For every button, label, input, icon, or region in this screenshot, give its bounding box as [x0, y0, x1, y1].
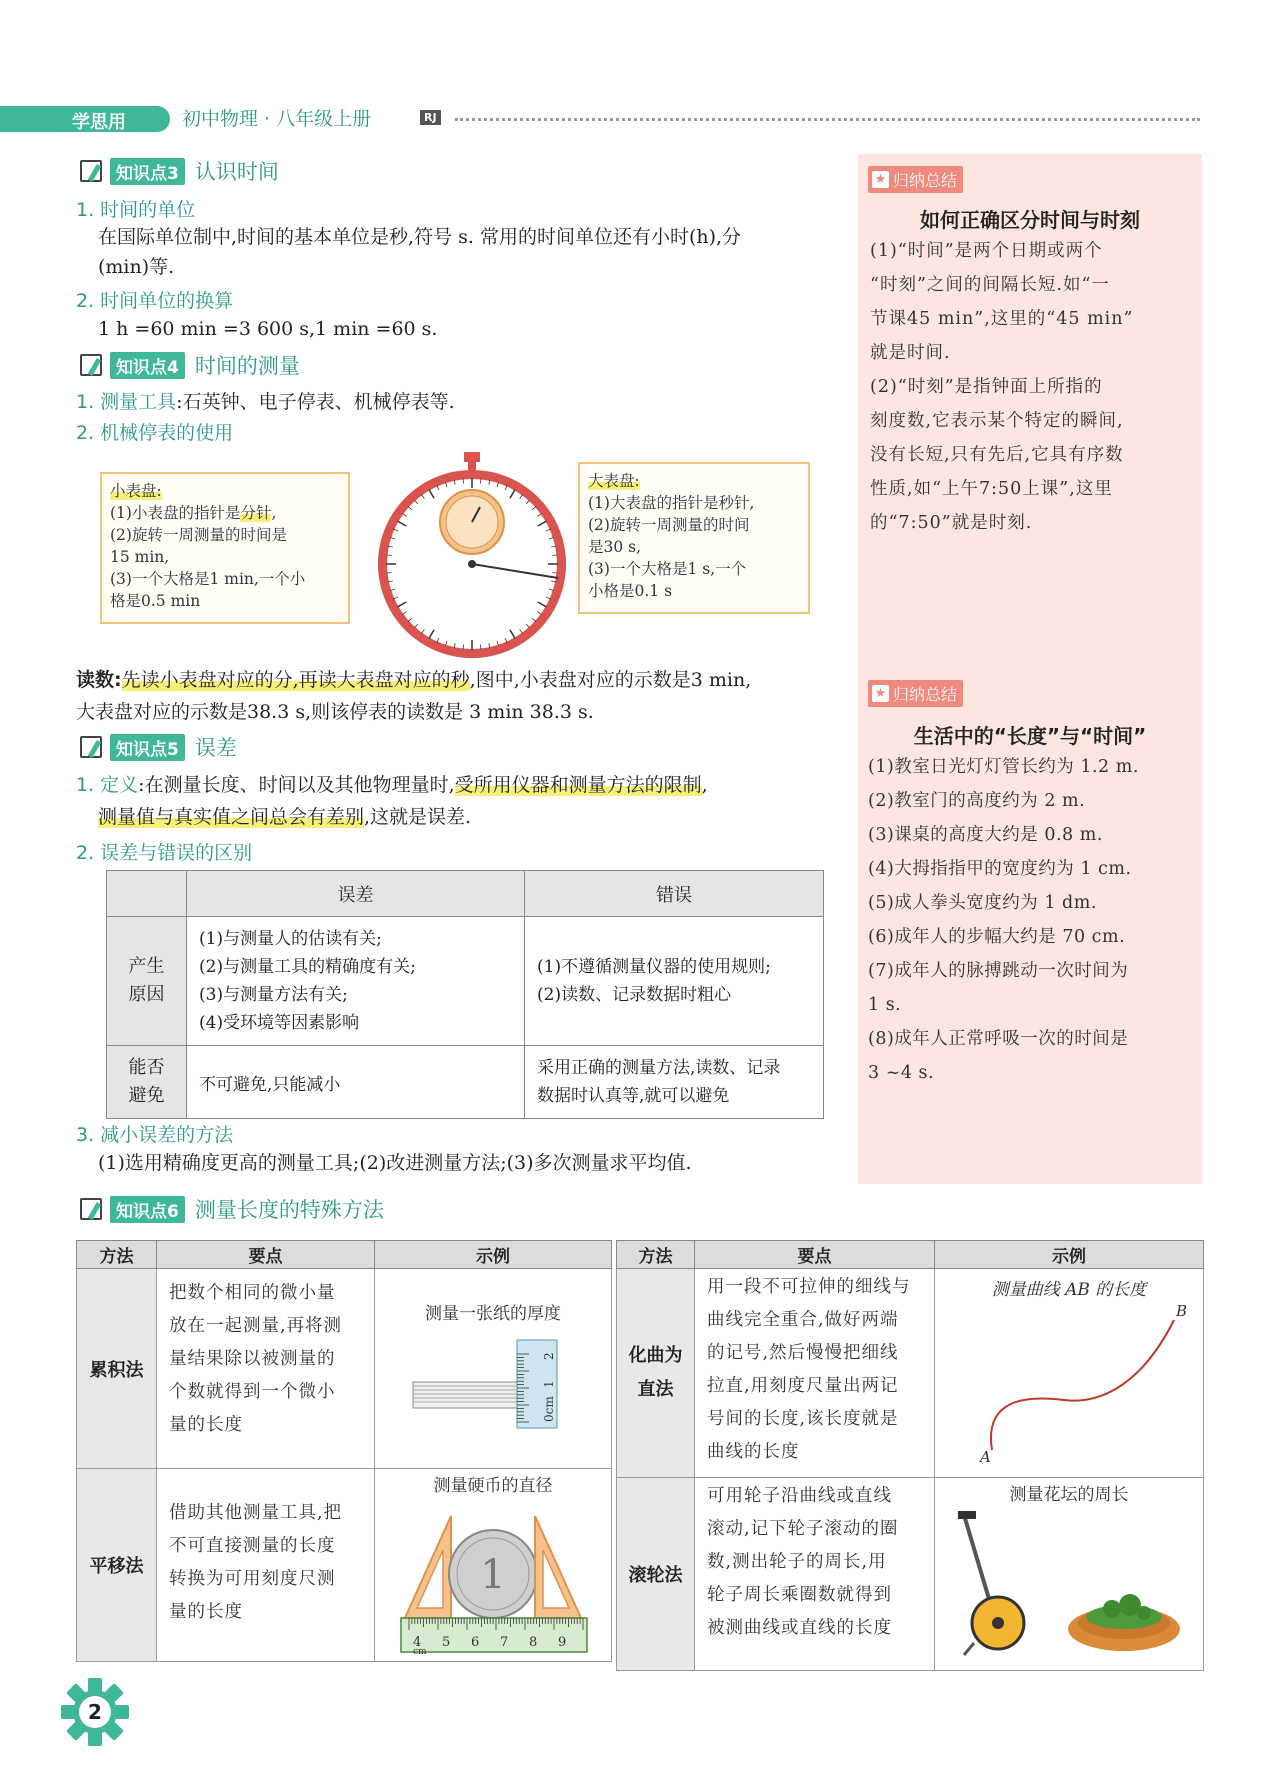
avoid-mistake-cell — [525, 1046, 824, 1119]
method-curve-to-straight: 化曲为 直法 — [617, 1269, 695, 1478]
page-number-gear-icon — [55, 1672, 135, 1752]
table-row — [617, 1269, 1204, 1478]
table-header-row — [77, 1241, 612, 1269]
point-line: 滚动,记下轮子滚动的圈 — [707, 1519, 899, 1539]
method-translation: 平移法 — [77, 1469, 157, 1662]
sidebar2-line: (1)教室日光灯灯管长约为 1.2 m. — [868, 757, 1139, 777]
point-line: 量的长度 — [169, 1602, 243, 1622]
kp5-definition-line2 — [98, 802, 471, 832]
kp4-heading — [78, 350, 300, 380]
kp4-s1 — [76, 387, 455, 414]
kp3-s1-title: 1. 时间的单位 — [76, 199, 196, 221]
table-header-row — [107, 871, 824, 917]
kp4-title: 时间的测量 — [194, 354, 300, 378]
gear-tooth — [61, 1705, 75, 1719]
translation-example — [375, 1469, 612, 1662]
point-line: 量的长度 — [169, 1415, 243, 1435]
measuring-wheel — [958, 1511, 1024, 1655]
reading-label: 读数: — [76, 669, 122, 691]
point-line: 数,测出轮子的周长,用 — [707, 1552, 887, 1572]
sidebar1-tag-label: 归纳总结 — [893, 171, 958, 190]
kp4-s2-title: 2. 机械停表的使用 — [76, 422, 234, 444]
col-point: 要点 — [157, 1241, 375, 1269]
kp5-heading — [78, 732, 237, 762]
point-line: 拉直,用刻度尺量出两记 — [707, 1376, 899, 1396]
kp5-badge: 知识点5 — [110, 734, 185, 761]
notebook-pen-icon — [78, 158, 108, 184]
sidebar2-body — [868, 750, 1198, 1090]
kp3-s2-text: 1 h =60 min =3 600 s,1 min =60 s. — [98, 318, 438, 340]
kp4-badge: 知识点4 — [110, 352, 185, 379]
sidebar2-line: (5)成人拳头宽度约为 1 dm. — [868, 893, 1097, 913]
point-line: 转换为可用刻度尺测 — [169, 1569, 336, 1589]
point-line: 轮子周长乘圈数就得到 — [707, 1585, 892, 1605]
cause-error-cell — [187, 917, 525, 1046]
example-caption: 测量硬币的直径 — [433, 1476, 553, 1496]
kp6-title: 测量长度的特殊方法 — [194, 1198, 384, 1222]
star-icon: ★ — [872, 685, 889, 702]
gear-tooth — [115, 1705, 129, 1719]
big-dial-line2: (2)旋转一周测量的时间 — [588, 516, 750, 534]
sidebar2-line: (3)课桌的高度大约是 0.8 m. — [868, 825, 1103, 845]
big-dial-line5: 小格是0.1 s — [588, 582, 673, 600]
curve-points — [695, 1269, 935, 1478]
sidebar1-line: (1)“时间”是两个日期或两个 — [870, 241, 1103, 261]
dial-tick — [463, 645, 464, 650]
point-line: 个数就得到一个微小 — [169, 1382, 336, 1402]
big-dial-line3: 是30 s, — [588, 538, 642, 556]
table-header-row — [617, 1241, 1204, 1269]
col-example: 示例 — [935, 1241, 1204, 1269]
big-dial-line4: (3)一个大格是1 s,一个 — [588, 560, 747, 578]
sidebar2-heading: 生活中的“长度”与“时间” — [913, 724, 1147, 748]
ruler-label: 7 — [500, 1635, 509, 1650]
ruler-label: 1 — [542, 1380, 556, 1388]
ruler-label: 9 — [558, 1635, 567, 1650]
flowerbed — [1068, 1594, 1180, 1651]
small-dial-line4: (3)一个大格是1 min,一个小 — [110, 570, 306, 588]
kp3-heading — [78, 156, 279, 186]
dial-tick — [480, 478, 481, 483]
kp5-s1-hl2: 测量值与真实值之间总会有差别 — [98, 806, 365, 828]
col-point: 要点 — [695, 1241, 935, 1269]
sidebar1-line: 就是时间. — [870, 343, 951, 363]
point-line: 的记号,然后慢慢把细线 — [707, 1343, 899, 1363]
table-row — [617, 1478, 1204, 1671]
page-number: 2 — [88, 1700, 102, 1724]
table-corner — [107, 871, 187, 917]
wheel-example — [935, 1478, 1204, 1671]
point-line: 用一段不可拉伸的细线与 — [707, 1277, 911, 1297]
star-icon: ★ — [872, 171, 889, 188]
small-dial-line1-hl: 分针 — [240, 504, 272, 522]
sidebar1-line: 刻度数,它表示某个特定的瞬间, — [870, 411, 1124, 431]
header-brand-tag — [0, 106, 170, 132]
sidebar1-tag — [868, 166, 963, 193]
gear-tooth — [88, 1678, 102, 1692]
sidebar2-line: (4)大拇指指甲的宽度约为 1 cm. — [868, 859, 1132, 879]
reading-highlight: 先读小表盘对应的分,再读大表盘对应的秒 — [121, 669, 470, 691]
gear-tooth — [88, 1732, 102, 1746]
small-dial-title: 小表盘: — [110, 482, 162, 500]
kp5-s2-title: 2. 误差与错误的区别 — [76, 842, 253, 864]
point-line: 放在一起测量,再将测 — [169, 1316, 343, 1336]
sidebar1-line: “时刻”之间的间隔长短.如“一 — [870, 275, 1110, 295]
avoid-mistake-2: 数据时认真等,就可以避免 — [537, 1086, 730, 1106]
header-title: 初中物理 · 八年级上册 — [182, 108, 372, 130]
sidebar2-line: (2)教室门的高度约为 2 m. — [868, 791, 1086, 811]
sidebar2-tag — [868, 680, 963, 707]
curve-label-a: A — [980, 1448, 991, 1466]
kp4-reading — [76, 665, 846, 695]
cause-mistake-2: (2)读数、记录数据时粗心 — [537, 985, 732, 1005]
ruler-label: 4 — [413, 1635, 422, 1650]
small-dial-callout — [100, 472, 350, 624]
ruler-label: 6 — [471, 1635, 480, 1650]
notebook-pen-icon — [78, 352, 108, 378]
small-dial-line3: 15 min, — [110, 548, 170, 566]
point-line: 量结果除以被测量的 — [169, 1349, 336, 1369]
ruler-label: 0cm — [542, 1396, 556, 1422]
cause-error-3: (3)与测量方法有关; — [199, 985, 348, 1005]
error-vs-mistake-table — [106, 870, 824, 1119]
kp6-heading — [78, 1194, 384, 1224]
curve-ab — [991, 1320, 1174, 1450]
measuring-wheel-flowerbed-illustration — [944, 1505, 1194, 1665]
sidebar2-line: (6)成年人的步幅大约是 70 cm. — [868, 927, 1126, 947]
point-line: 曲线完全重合,做好两端 — [707, 1310, 899, 1330]
coin-digit: 1 — [480, 1552, 506, 1598]
big-dial-callout — [578, 462, 810, 614]
table-row — [107, 1046, 824, 1119]
table-row — [77, 1469, 612, 1662]
cause-error-4: (4)受环境等因素影响 — [199, 1013, 360, 1033]
ruler-label: 8 — [529, 1635, 538, 1650]
sidebar2-tag-label: 归纳总结 — [893, 685, 958, 704]
cause-error-2: (2)与测量工具的精确度有关; — [199, 957, 416, 977]
point-line: 可用轮子沿曲线或直线 — [707, 1486, 892, 1506]
method-accumulation: 累积法 — [77, 1269, 157, 1469]
kp5-definition — [76, 770, 846, 800]
big-dial-line1: (1)大表盘的指针是秒针, — [588, 494, 755, 512]
point-line: 借助其他测量工具,把 — [169, 1503, 343, 1523]
dial-tick — [553, 572, 558, 573]
col-error: 误差 — [187, 871, 525, 917]
kp5-s1-b: , — [701, 774, 708, 796]
table-row — [107, 917, 824, 1046]
sidebar1-line: 没有长短,只有先后,它具有序数 — [870, 445, 1124, 465]
small-dial-line5: 格是0.5 min — [110, 592, 201, 610]
accumulation-example — [375, 1269, 612, 1469]
kp5-s1-c: ,这就是误差. — [364, 806, 472, 828]
curve-label-b: B — [1176, 1302, 1188, 1320]
row-head-avoid: 能否 避免 — [107, 1046, 187, 1119]
point-line: 把数个相同的微小量 — [169, 1283, 336, 1303]
curve-example — [935, 1269, 1204, 1478]
sidebar1-line: 节课45 min”,这里的“45 min” — [870, 309, 1134, 329]
kp3-badge: 知识点3 — [110, 158, 185, 185]
sidebar1-body — [870, 234, 1198, 540]
method-rolling-wheel: 滚轮法 — [617, 1478, 695, 1671]
example-caption: 测量花坛的周长 — [1009, 1485, 1129, 1505]
translation-points — [157, 1469, 375, 1662]
avoid-mistake-1: 采用正确的测量方法,读数、记录 — [537, 1058, 781, 1078]
kp4-s1-text: :石英钟、电子停表、机械停表等. — [176, 391, 455, 413]
ruler-unit: cm — [413, 1647, 427, 1656]
example-caption: 测量一张纸的厚度 — [425, 1304, 561, 1324]
sidebar1-line: (2)“时刻”是指钟面上所指的 — [870, 377, 1103, 397]
sidebar2-line: 1 s. — [868, 995, 902, 1015]
kp5-s1-label: 1. 定义 — [76, 774, 139, 796]
paper-stack — [413, 1382, 529, 1408]
kp5-s3-text: (1)选用精确度更高的测量工具;(2)改进测量方法;(3)多次测量求平均值. — [98, 1152, 692, 1174]
sidebar2-line: (8)成年人正常呼吸一次的时间是 — [868, 1029, 1129, 1049]
col-method: 方法 — [77, 1241, 157, 1269]
kp5-s1-a: :在测量长度、时间以及其他物理量时, — [138, 774, 455, 796]
dial-tick — [463, 478, 464, 483]
sidebar2-line: (7)成年人的脉搏跳动一次时间为 — [868, 961, 1129, 981]
kp6-badge: 知识点6 — [110, 1196, 185, 1223]
col-mistake: 错误 — [525, 871, 824, 917]
accumulation-points — [157, 1269, 375, 1469]
sidebar1-line: 的“7:50”就是时刻. — [870, 513, 1033, 533]
header-brand: 学思用 — [72, 112, 126, 133]
methods-table-right — [616, 1240, 1204, 1671]
kp3-s2-title: 2. 时间单位的换算 — [76, 290, 234, 312]
kp3-s1-line1: 在国际单位制中,时间的基本单位是秒,符号 s. 常用的时间单位还有小时(h),分 — [98, 226, 742, 248]
cause-mistake-cell — [525, 917, 824, 1046]
kp3-s1-line2: (min)等. — [98, 256, 175, 278]
sidebar-summary-panel — [858, 154, 1202, 1184]
dial-tick — [386, 555, 391, 556]
reading-rest: ,图中,小表盘对应的示数是3 min, — [469, 669, 752, 691]
point-line: 不可直接测量的长度 — [169, 1536, 336, 1556]
point-line: 号间的长度,该长度就是 — [707, 1409, 899, 1429]
dial-tick — [386, 572, 391, 573]
kp5-s3-title: 3. 减小误差的方法 — [76, 1124, 234, 1146]
small-dial-line2: (2)旋转一周测量的时间是 — [110, 526, 287, 544]
header-divider — [455, 118, 1200, 121]
avoid-error-cell: 不可避免,只能减小 — [187, 1046, 525, 1119]
sidebar2-line: 3 ~4 s. — [868, 1063, 935, 1083]
point-line: 被测曲线或直线的长度 — [707, 1618, 892, 1638]
wheel-points — [695, 1478, 935, 1671]
sidebar1-heading: 如何正确区分时间与时刻 — [920, 208, 1140, 232]
kp5-title: 误差 — [194, 736, 237, 760]
dial-tick — [480, 645, 481, 650]
coin-triangles-illustration — [395, 1496, 591, 1656]
col-example: 示例 — [375, 1241, 612, 1269]
ruler-label: 2 — [542, 1352, 556, 1360]
curve-ab-illustration — [944, 1300, 1194, 1470]
small-dial-line1: (1)小表盘的指针是 — [110, 504, 241, 522]
col-method: 方法 — [617, 1241, 695, 1269]
dial-tick — [553, 555, 558, 556]
header-edition: RJ — [420, 110, 441, 125]
ruler-label: 5 — [442, 1635, 451, 1650]
sidebar1-line: 性质,如“上午7:50上课”,这里 — [870, 479, 1113, 499]
row-head-cause: 产生 原因 — [107, 917, 187, 1046]
table-row — [77, 1269, 612, 1469]
point-line: 曲线的长度 — [707, 1442, 800, 1462]
small-dial-line1-end: , — [271, 504, 277, 522]
kp5-s1-hl1: 受所用仪器和测量方法的限制 — [454, 774, 702, 796]
notebook-pen-icon — [78, 734, 108, 760]
paper-stack-ruler-illustration — [403, 1332, 583, 1432]
big-dial-title: 大表盘: — [588, 472, 640, 490]
kp4-reading-line2: 大表盘对应的示数是38.3 s,则该停表的读数是 3 min 38.3 s. — [76, 701, 594, 723]
kp4-s1-label: 1. 测量工具 — [76, 391, 177, 413]
example-caption: 测量曲线 AB 的长度 — [991, 1280, 1147, 1300]
stopwatch-illustration — [372, 452, 572, 662]
methods-table-left — [76, 1240, 612, 1662]
cause-mistake-1: (1)不遵循测量仪器的使用规则; — [537, 957, 771, 977]
kp3-title: 认识时间 — [194, 160, 279, 184]
notebook-pen-icon — [78, 1196, 108, 1222]
cause-error-1: (1)与测量人的估读有关; — [199, 929, 382, 949]
